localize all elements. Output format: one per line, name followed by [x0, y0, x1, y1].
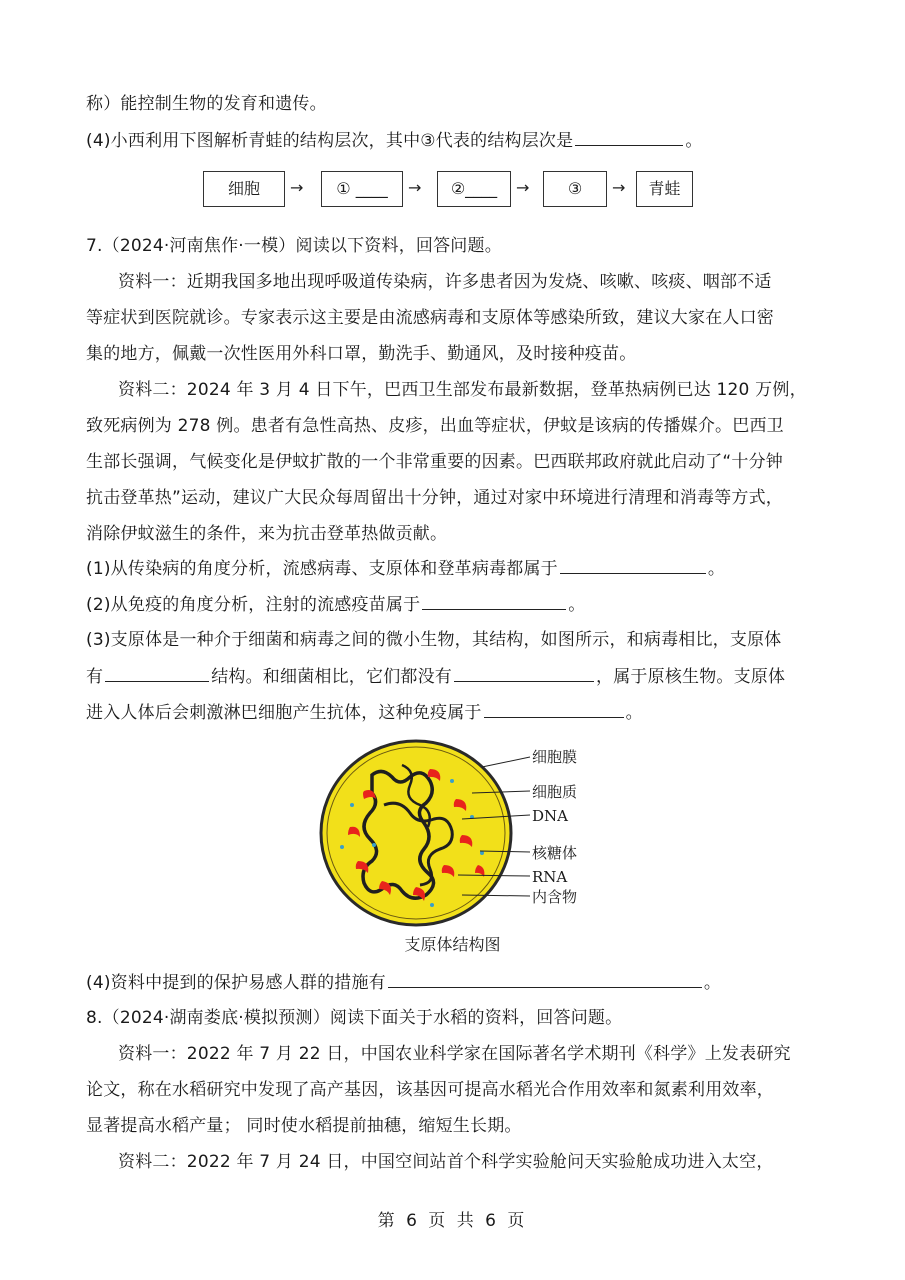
question-text: 进入人体后会刺激淋巴细胞产生抗体，这种免疫属于 [86, 703, 482, 723]
rice-material-1-line: 资料一：2022 年 7 月 22 日，中国农业科学家在国际著名学术期刊《科学》上发表研究 [118, 1044, 791, 1064]
label-cell-membrane: 细胞膜 [532, 748, 578, 766]
flow-box-2: ②____ [437, 171, 511, 207]
rice-material-1-line: 显著提高水稻产量； 同时使水稻提前抽穗，缩短生长期。 [86, 1116, 522, 1136]
label-cytoplasm: 细胞质 [532, 783, 578, 801]
question-text: ，属于原核生物。支原体 [596, 667, 786, 687]
material-1-line: 等症状到医院就诊。专家表示这主要是由流感病毒和支原体等感染所致，建议大家在人口密 [86, 308, 774, 328]
label-dna: DNA [532, 807, 568, 825]
flow-arrow: → [612, 178, 626, 197]
question-7-3-cont [86, 664, 785, 689]
inclusion [480, 851, 484, 855]
flow-box-1: ① ____ [321, 171, 403, 207]
question-text: 有 [86, 667, 104, 687]
question-text: (4)资料中提到的保护易感人群的措施有 [86, 973, 386, 993]
inclusion [340, 845, 344, 849]
question-7-3: (3)支原体是一种介于细菌和病毒之间的微小生物，其结构，如图所示，和病毒相比，支原体 [86, 630, 782, 650]
question-text-end: 。 [625, 703, 643, 723]
material-2-line: 消除伊蚊滋生的条件，来为抗击登革热做贡献。 [86, 524, 448, 544]
material-2-line: 致死病例为 278 例。患者有急性高热、皮疹，出血等症状，伊蚊是该病的传播媒介。巴西卫 [86, 416, 784, 436]
material-2-line: 抗击登革热”运动，建议广大民众每周留出十分钟，通过对家中环境进行清理和消毒等方式， [86, 488, 784, 508]
flow-box-3: ③ [543, 171, 607, 207]
label-rna: RNA [532, 868, 568, 886]
question-7-4 [86, 970, 721, 995]
material-2-line: 生部长强调，气候变化是伊蚊扩散的一个非常重要的因素。巴西联邦政府就此启动了“十分钟 [86, 452, 784, 472]
material-2-line: 资料二：2024 年 3 月 4 日下午，巴西卫生部发布最新数据，登革热病例已达 120 万例， [118, 380, 807, 400]
question-text-end: 。 [707, 559, 726, 579]
answer-blank[interactable] [105, 664, 209, 682]
answer-blank[interactable] [560, 556, 706, 574]
label-inclusion: 内含物 [532, 888, 578, 906]
question-text-end: 。 [568, 595, 586, 615]
question-4-flowchart [86, 128, 703, 153]
inclusion [350, 803, 354, 807]
material-1-line: 集的地方，佩戴一次性医用外科口罩，勤洗手、勤通风，及时接种疫苗。 [86, 344, 637, 364]
question-7-1 [86, 556, 725, 581]
inclusion [450, 779, 454, 783]
rice-material-2-line: 资料二：2022 年 7 月 24 日，中国空间站首个科学实验舱问天实验舱成功进入太空， [118, 1152, 774, 1172]
question-7-3-cont [86, 700, 643, 725]
flow-arrow: → [516, 178, 530, 197]
mycoplasma-structure-diagram [312, 735, 612, 930]
inclusion [372, 843, 376, 847]
answer-blank[interactable] [454, 664, 594, 682]
label-ribosome: 核糖体 [532, 844, 578, 862]
flow-box-cell: 细胞 [203, 171, 285, 207]
answer-blank[interactable] [484, 700, 624, 718]
inclusion [430, 903, 434, 907]
flow-arrow: → [408, 178, 422, 197]
flow-arrow: → [290, 178, 304, 197]
flow-box-frog: 青蛙 [636, 171, 693, 207]
question-text-end: 。 [685, 131, 703, 151]
question-text: (4)小西利用下图解析青蛙的结构层次，其中③代表的结构层次是 [86, 131, 574, 151]
material-1-line: 资料一：近期我国多地出现呼吸道传染病，许多患者因为发烧、咳嗽、咳痰、咽部不适 [118, 272, 772, 292]
question-text: (2)从免疫的角度分析，注射的流感疫苗属于 [86, 595, 421, 615]
page-footer: 第 6 页 共 6 页 [377, 1211, 528, 1231]
question-7-title: 7.（2024·河南焦作·一模）阅读以下资料，回答问题。 [86, 236, 502, 256]
question-8-title: 8.（2024·湖南娄底·模拟预测）阅读下面关于水稻的资料，回答问题。 [86, 1008, 623, 1028]
answer-blank[interactable] [575, 128, 683, 146]
question-text-end: 。 [703, 973, 722, 993]
question-7-2 [86, 592, 585, 617]
answer-blank[interactable] [422, 592, 566, 610]
question-text: 结构。和细菌相比，它们都没有 [211, 667, 453, 687]
question-text: (1)从传染病的角度分析，流感病毒、支原体和登革病毒都属于 [86, 559, 558, 579]
leader-line [482, 757, 530, 767]
answer-blank[interactable] [388, 970, 702, 988]
figure-caption: 支原体结构图 [404, 935, 501, 954]
text-line: 称）能控制生物的发育和遗传。 [86, 94, 327, 114]
rice-material-1-line: 论文，称在水稻研究中发现了高产基因，该基因可提高水稻光合作用效率和氮素利用效率， [86, 1080, 774, 1100]
